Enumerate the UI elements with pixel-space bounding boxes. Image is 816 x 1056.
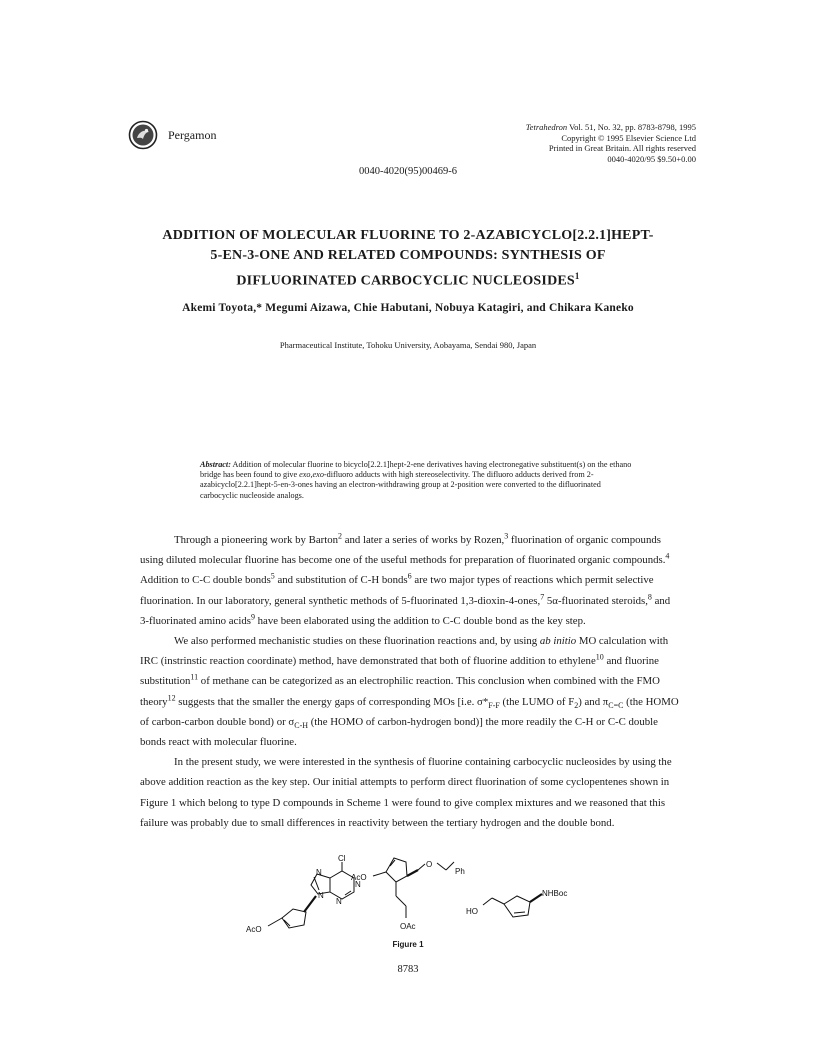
abstract — [200, 460, 640, 501]
title-line-3-text: DIFLUORINATED CARBOCYCLIC NUCLEOSIDES — [236, 273, 575, 289]
p2-text: of methane can be categorized as an electrophilic reaction. This conclusion when combined with the FMO theory — [140, 675, 660, 708]
p1-text: and substitution of C-H bonds — [274, 574, 408, 587]
title-line-1: ADDITION OF MOLECULAR FLUORINE TO 2-AZABICYCLO[2.2.1]HEPT- — [162, 228, 654, 243]
ref-2: 2 — [338, 531, 343, 541]
page-number: 8783 — [397, 964, 419, 975]
p2-text: We also performed mechanistic studies on these fluorination reactions and, by using — [174, 635, 540, 648]
abstract-text-1: Addition of molecular fluorine to bicyclo[2.2.1]hept-2-ene derivatives having electronegative substituent(s) on the ethano bridge has been found to give — [200, 460, 632, 480]
ref-7: 7 — [540, 592, 545, 602]
fig-label-n2: N — [355, 880, 361, 889]
title-footnote: 1 — [574, 271, 580, 281]
p2-emphasis: ab initio — [539, 635, 577, 648]
p1-text: Through a pioneering work by Barton — [174, 534, 339, 546]
ref-10: 10 — [595, 652, 604, 662]
fig-label-oac: OAc — [400, 922, 416, 931]
ref-9: 9 — [250, 612, 255, 622]
subscript: C=C — [608, 700, 624, 710]
fig-label-aco-2: AcO — [351, 873, 367, 882]
fig-label-cl: Cl — [338, 854, 346, 863]
ref-4: 4 — [665, 551, 670, 561]
fig-label-aco-1: AcO — [246, 925, 262, 934]
p1-text: fluorination of organic compounds using diluted molecular fluorine has become one of the useful methods for preparation of fluorinated organic compounds. — [140, 534, 666, 567]
publisher-name: Pergamon — [168, 127, 217, 142]
p1-text: Addition to C-C double bonds — [140, 574, 271, 587]
subscript: 2 — [574, 700, 579, 710]
fig-label-ho: HO — [466, 907, 478, 916]
p1-text: are two major types of reactions which permit selective fluorination. In our laboratory, general synthetic methods of 5-fluorinated 1,3-dioxin-4-ones, — [140, 574, 654, 607]
figure-1-structures — [226, 854, 586, 940]
abstract-text-2: -difluoro adducts with high stereoselectivity. The difluoro adducts derived from 2-azabicyclo[2.2.1]hept-5-en-3-ones having an electron-withdrawing group at 2-position were converted to the difluorinated carbocyclic nucleoside analogs. — [200, 470, 601, 500]
p2-text: ) and π — [578, 695, 609, 708]
journal-citation — [526, 122, 696, 133]
copyright-line: Copyright © 1995 Elsevier Science Ltd — [561, 132, 696, 143]
p2-text: and fluorine substitution — [140, 655, 659, 688]
paragraph-1 — [140, 530, 680, 631]
journal-info — [526, 122, 696, 164]
doi-line: 0040-4020(95)00469-6 — [359, 166, 457, 177]
ref-5: 5 — [270, 571, 275, 581]
ref-12: 12 — [167, 693, 176, 703]
author-list: Akemi Toyota,* Megumi Aizawa, Chie Habutani, Nobuya Katagiri, and Chikara Kaneko — [182, 302, 634, 314]
p1-text: 5α-fluorinated steroids, — [544, 594, 648, 607]
ref-6: 6 — [407, 571, 412, 581]
body-text — [140, 530, 680, 833]
journal-volume: Vol. 51, No. 32, pp. 8783-8798, 1995 — [567, 122, 696, 132]
publisher-logo — [128, 120, 216, 150]
pergamon-emblem-icon — [128, 120, 158, 150]
subscript: C-H — [294, 720, 309, 730]
title-line-3 — [120, 266, 696, 292]
p2-text: (the HOMO of carbon-hydrogen bond)] the more readily the C-H or C-C double bonds react with molecular fluorine. — [140, 715, 658, 749]
fig-label-nhboc: NHBoc — [542, 889, 568, 898]
printed-line: Printed in Great Britain. All rights reserved — [548, 143, 696, 153]
fig-label-n1: N — [316, 868, 322, 877]
p1-text: and later a series of works by Rozen, — [342, 534, 505, 546]
ref-3: 3 — [504, 531, 509, 541]
fig-label-ph: Ph — [455, 867, 465, 876]
p2-text: MO calculation with IRC (instrinstic reaction coordinate) method, have demonstrated that both of fluorine addition to ethylene — [140, 635, 669, 668]
fig-label-o: O — [426, 860, 433, 869]
subscript: F-F — [488, 700, 500, 710]
paper-title — [120, 226, 696, 292]
paragraph-3: In the present study, we were interested in the synthesis of fluorine containing carbocyclic nucleosides by using the above addition reaction as the key step. Our initial attempts to perform direct fluorination of some cyclopentenes shown in Figure 1 which belong to type D compounds in Scheme 1 were found to give complex mixtures and we reasoned that this failure was probably due to small differences in reactivity between the tertiary hydrogen and the double bond. — [140, 756, 672, 829]
p1-text: have been elaborated using the addition to C-C double bond as the key step. — [254, 614, 586, 627]
ref-8: 8 — [647, 592, 652, 602]
fig-label-n4: N — [318, 891, 324, 900]
abstract-emphasis: exo,exo — [299, 470, 324, 480]
affiliation: Pharmaceutical Institute, Tohoku University, Aobayama, Sendai 980, Japan — [279, 340, 537, 350]
paragraph-2 — [140, 631, 680, 752]
p2-text: (the LUMO of F — [499, 695, 575, 708]
p2-text: suggests that the smaller the energy gaps of corresponding MOs [i.e. σ* — [175, 695, 489, 708]
abstract-label: Abstract: — [200, 460, 231, 469]
title-line-2: 5-EN-3-ONE AND RELATED COMPOUNDS: SYNTHESIS OF — [210, 248, 606, 263]
journal-name: Tetrahedron — [525, 122, 568, 132]
fig-label-n3: N — [336, 897, 342, 906]
p1-text: and 3-fluorinated amino acids — [140, 594, 671, 627]
p2-text: (the HOMO of carbon-carbon double bond) or σ — [140, 695, 679, 728]
ref-11: 11 — [190, 672, 199, 682]
price-code: 0040-4020/95 $9.50+0.00 — [607, 153, 696, 164]
figure-caption: Figure 1 — [392, 940, 424, 949]
